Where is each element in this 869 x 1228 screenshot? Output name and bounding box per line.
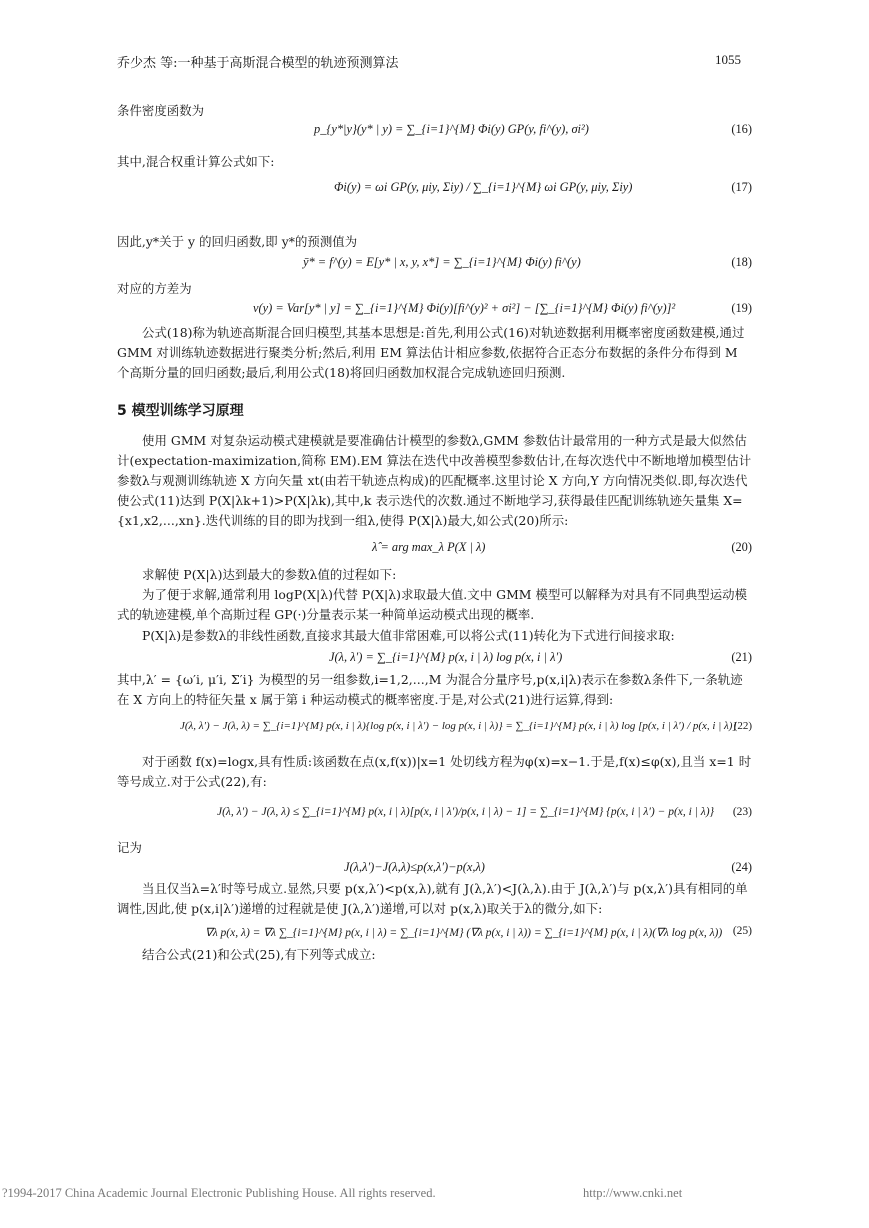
paragraph: 当且仅当λ=λ′时等号成立.显然,只要 p(x,λ′)<p(x,λ),就有 J(λ,λ′)<J(λ,λ).由于 J(λ,λ′)与 p(x,λ′)具有相同的单调性,因此,使 p(x,i|λ′)递增的过程就是使 J(λ,λ′)递增,可以对 p(x,λ)取关于λ的微分,如下: xyxy=(117,881,748,916)
section-title: 5 模型训练学习原理 xyxy=(117,403,244,419)
equation-number: (16) xyxy=(731,122,752,136)
equation-number: (21) xyxy=(731,650,752,664)
equation-body: J(λ, λ′) = ∑_{i=1}^{M} p(x, i | λ) log p(x, i | λ′) xyxy=(329,650,563,664)
website-text: http://www.cnki.net xyxy=(583,1186,683,1200)
paragraph: 其中,混合权重计算公式如下: xyxy=(117,154,275,169)
equation-21 xyxy=(117,650,752,672)
equation-18 xyxy=(117,255,752,277)
running-title: 乔少杰 等:一种基于高斯混合模型的轨迹预测算法 xyxy=(117,56,399,71)
equation-number: (24) xyxy=(731,860,752,874)
paragraph: 因此,y*关于 y 的回归函数,即 y*的预测值为 xyxy=(117,234,358,249)
equation-body: J(λ, λ′) − J(λ, λ) = ∑_{i=1}^{M} p(x, i | λ){log p(x, i | λ′) − log p(x, i | λ)} = ∑_{i=1}^{M} p(x, i | λ) log [p(x, i | λ′) / p(x, i | λ)] xyxy=(180,720,737,732)
copyright-text: ?1994-2017 China Academic Journal Electronic Publishing House. All rights reserved. xyxy=(2,1186,436,1200)
equation-17 xyxy=(117,180,752,202)
equation-19 xyxy=(117,301,752,323)
paragraph: 其中,λ′ = {ω′i, μ′i, Σ′i} 为模型的另一组参数,i=1,2,...,M 为混合分量序号,p(x,i|λ)表示在参数λ条件下,一条轨迹在 X 方向上的特征矢量 x 属于第 i 种运动模式的概率密度.于是,对公式(21)进行运算,得到: xyxy=(117,672,743,707)
equation-body: p_{y*|y}(y* | y) = ∑_{i=1}^{M} Φi(y) GP(y, fi^(y), σi²) xyxy=(314,122,589,136)
equation-number: (22) xyxy=(733,720,752,732)
page-number: 1055 xyxy=(715,52,741,67)
equation-22 xyxy=(117,720,752,742)
equation-body: ∇λ p(x, λ) = ∇λ ∑_{i=1}^{M} p(x, i | λ) = ∑_{i=1}^{M} (∇λ p(x, i | λ)) = ∑_{i=1}^{M} p(x, i | λ)(∇λ log p(x, λ)) xyxy=(205,927,723,939)
paragraph: 使用 GMM 对复杂运动模式建模就是要准确估计模型的参数λ,GMM 参数估计最常用的一种方式是最大似然估计(expectation-maximization,简称 EM).EM 算法在迭代中改善模型参数估计,在每次迭代中不断地增加模型估计参数λ与观测训练轨迹 X 方向矢量 xt(由若干轨迹点构成)的匹配概率.这里讨论 X 方向,Y 方向情况类似.即,每次迭代使公式(11)达到 P(X|λk+1)>P(X|λk),其中,k 表示迭代的次数.通过不断地学习,获得最佳匹配训练轨迹矢量集 X={x1,x2,...,xn}.迭代训练的目的即为找到一组λ,使得 P(X|λ)最大,如公式(20)所示: xyxy=(117,433,752,528)
equation-body: Φi(y) = ωi GP(y, μiy, Σiy) / ∑_{i=1}^{M} ωi GP(y, μiy, Σiy) xyxy=(334,180,633,194)
paragraph: 记为 xyxy=(117,840,142,855)
equation-body: ȳ* = f^(y) = E[y* | x, y, x*] = ∑_{i=1}^{M} Φi(y) fi^(y) xyxy=(303,255,581,269)
equation-25 xyxy=(117,925,752,947)
paragraph: 条件密度函数为 xyxy=(117,103,205,118)
equation-20 xyxy=(117,540,752,562)
equation-body: J(λ,λ′)−J(λ,λ)≤p(x,λ′)−p(x,λ) xyxy=(344,860,485,874)
equation-body: v(y) = Var[y* | y] = ∑_{i=1}^{M} Φi(y)[fi^(y)² + σi²] − [∑_{i=1}^{M} Φi(y) fi^(y)]² xyxy=(253,301,676,315)
equation-number: (23) xyxy=(732,806,752,818)
equation-23 xyxy=(117,806,752,828)
equation-body: J(λ, λ′) − J(λ, λ) ≤ ∑_{i=1}^{M} p(x, i | λ)[p(x, i | λ′)/p(x, i | λ) − 1] = ∑_{i=1}^{M} {p(x, i | λ′) − p(x, i | λ)} xyxy=(217,806,715,818)
paragraph: 为了便于求解,通常利用 logP(X|λ)代替 P(X|λ)求取最大值.文中 GMM 模型可以解释为对具有不同典型运动模式的轨迹建模,单个高斯过程 GP(·)分量表示某一种简单运动模式出现的概率. xyxy=(117,587,748,622)
equation-16 xyxy=(117,122,752,144)
equation-body: λ̂ = arg max_λ P(X | λ) xyxy=(372,540,486,554)
paragraph: 求解使 P(X|λ)达到最大的参数λ值的过程如下: xyxy=(142,567,397,582)
equation-number: (19) xyxy=(731,301,752,315)
equation-number: (17) xyxy=(731,180,752,194)
paragraph: 对于函数 f(x)=logx,具有性质:该函数在点(x,f(x))|x=1 处切线方程为φ(x)=x−1.于是,f(x)≤φ(x),且当 x=1 时等号成立.对于公式(22),有: xyxy=(117,754,752,789)
equation-number: (18) xyxy=(731,255,752,269)
equation-number: (25) xyxy=(732,925,752,937)
paragraph: 结合公式(21)和公式(25),有下列等式成立: xyxy=(142,947,376,962)
equation-number: (20) xyxy=(731,540,752,554)
paragraph: 对应的方差为 xyxy=(117,281,192,296)
paragraph: 公式(18)称为轨迹高斯混合回归模型,其基本思想是:首先,利用公式(16)对轨迹数据利用概率密度函数建模,通过 GMM 对训练轨迹数据进行聚类分析;然后,利用 EM 算法估计相应参数,依据符合正态分布数据的条件分布得到 M 个高斯分量的回归函数;最后,利用公式(18)将回归函数加权混合完成轨迹回归预测. xyxy=(117,325,745,380)
paragraph: P(X|λ)是参数λ的非线性函数,直接求其最大值非常困难,可以将公式(11)转化为下式进行间接求取: xyxy=(142,628,675,643)
